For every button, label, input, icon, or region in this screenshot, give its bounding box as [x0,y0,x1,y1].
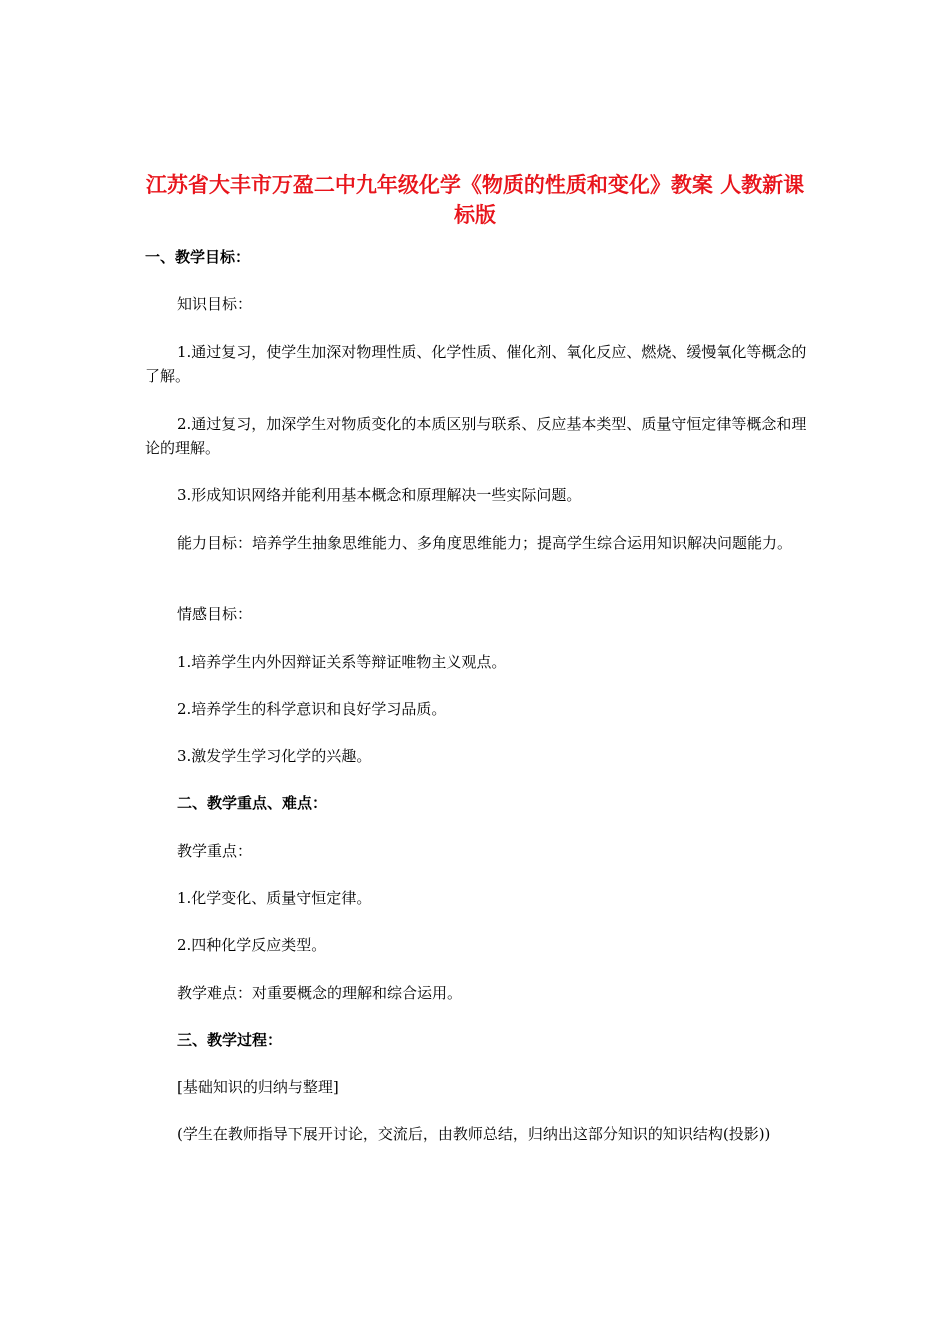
emotion-objective-2: 2.培养学生的科学意识和良好学习品质。 [177,700,447,718]
emotion-objectives-label: 情感目标： [177,605,253,623]
focus-item-2: 2.四种化学反应类型。 [177,936,327,954]
knowledge-objective-2: 2.通过复习，加深学生对物质变化的本质区别与联系、反应基本类型、质量守恒定律等概念和理论的理解。 [145,415,807,457]
section-heading-process: 三、教学过程： [177,1031,283,1049]
difficulty-text: 教学难点：对重要概念的理解和综合运用。 [177,984,463,1002]
section-heading-objectives: 一、教学目标： [145,248,251,266]
bracket-note: [基础知识的归纳与整理] [177,1078,339,1096]
document-title: 江苏省大丰市万盈二中九年级化学《物质的性质和变化》教案 人教新课标版 [145,173,805,227]
focus-label: 教学重点： [177,842,253,860]
emotion-objective-3: 3.激发学生学习化学的兴趣。 [177,747,372,765]
section-heading-keypoints: 二、教学重点、难点： [177,794,328,812]
knowledge-objective-1: 1.通过复习，使学生加深对物理性质、化学性质、催化剂、氧化反应、燃烧、缓慢氧化等概念的了解。 [145,343,807,385]
knowledge-objective-3: 3.形成知识网络并能利用基本概念和原理解决一些实际问题。 [177,486,582,504]
focus-item-1: 1.化学变化、质量守恒定律。 [177,889,372,907]
ability-objectives: 能力目标：培养学生抽象思维能力、多角度思维能力；提高学生综合运用知识解决问题能力。 [177,534,793,552]
paren-note: (学生在教师指导下展开讨论，交流后，由教师总结，归纳出这部分知识的知识结构(投影)) [177,1125,771,1143]
knowledge-objectives-label: 知识目标： [177,295,253,313]
emotion-objective-1: 1.培养学生内外因辩证关系等辩证唯物主义观点。 [177,653,507,671]
